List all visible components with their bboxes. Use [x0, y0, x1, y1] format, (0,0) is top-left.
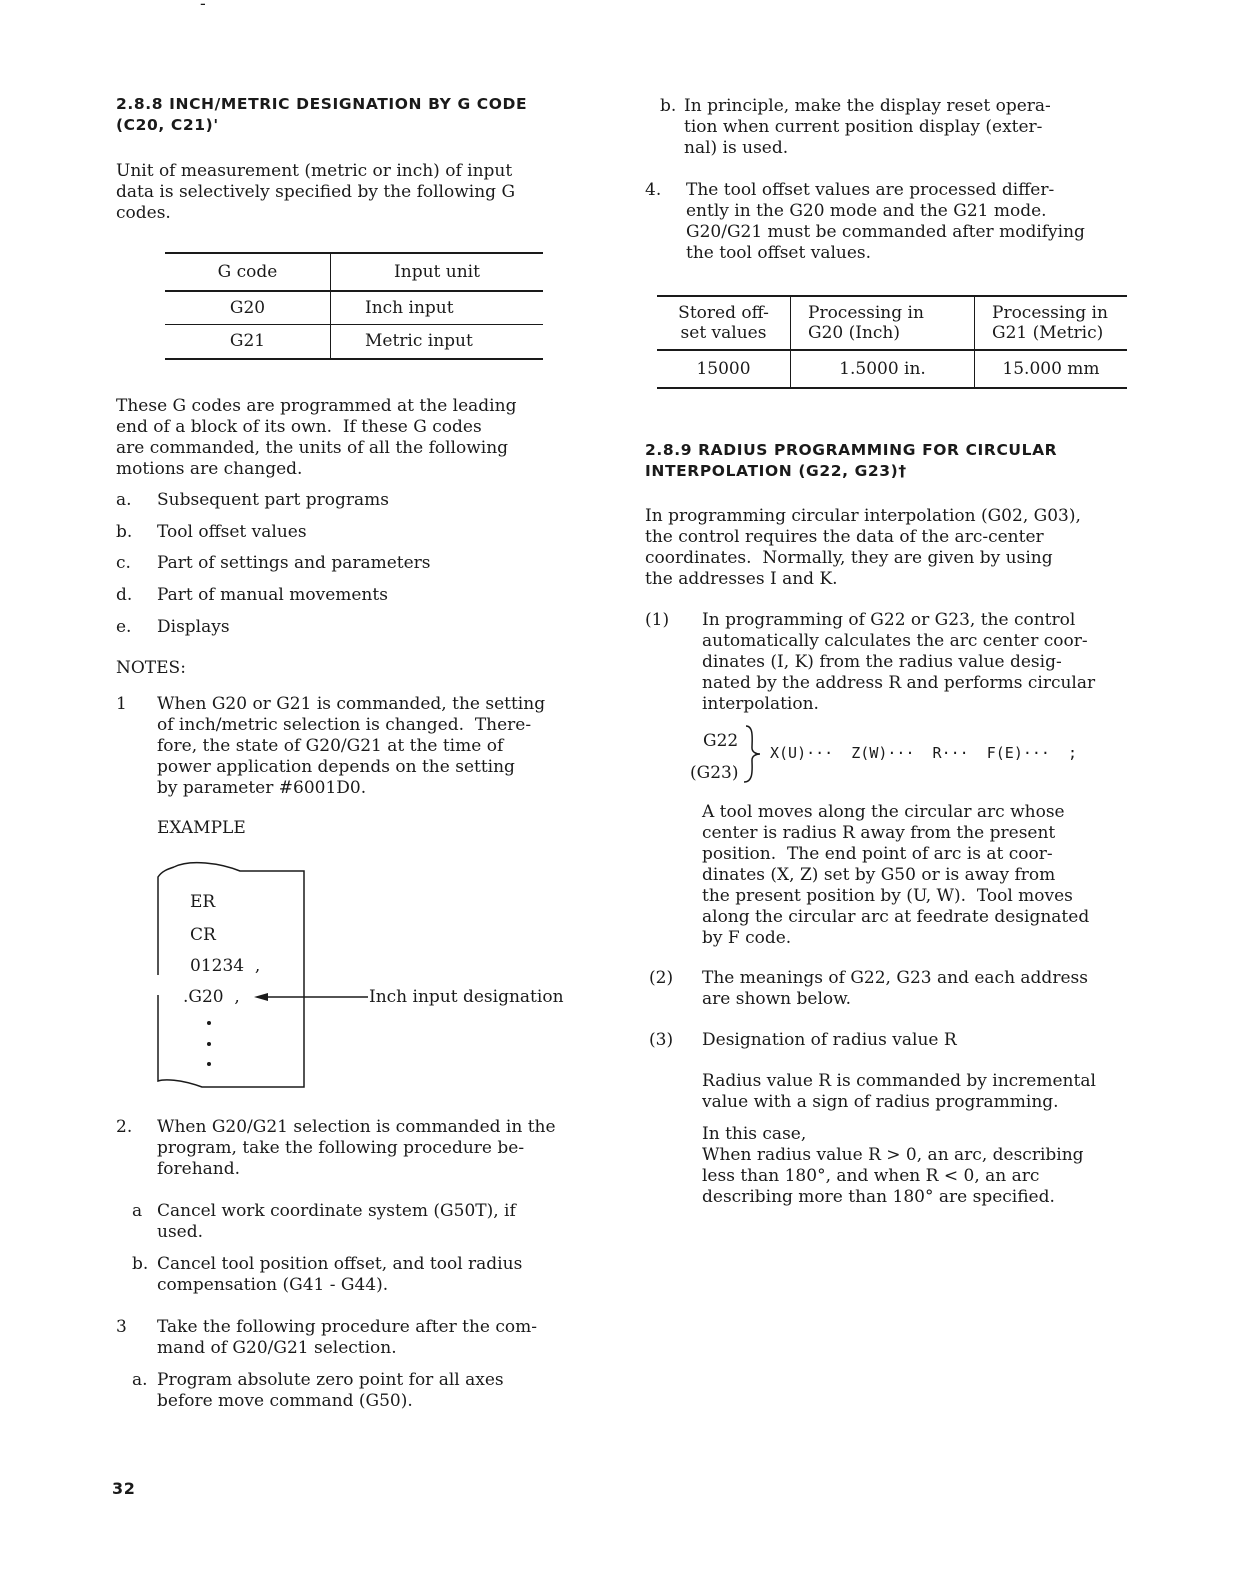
table-header-cell: G code [165, 253, 331, 291]
text-line: Cancel tool position offset, and tool radius [157, 1254, 523, 1274]
item-label: b. [660, 96, 677, 116]
note-label: 1 [116, 694, 127, 714]
heading-line: INTERPOLATION (G22, G23)† [645, 462, 907, 480]
text-line: of inch/metric selection is changed. There- [157, 715, 532, 735]
text-line: forehand. [157, 1159, 241, 1179]
note-label: 2. [116, 1117, 133, 1137]
page-number: 32 [112, 1479, 136, 1498]
table-row [657, 350, 1127, 388]
text-line: position. The end point of arc is at coor- [702, 844, 1053, 864]
list-label: e. [116, 617, 132, 637]
item-1-description [702, 802, 1089, 949]
text-line: automatically calculates the arc center coor- [702, 631, 1088, 651]
text-line: by parameter #6001D0. [157, 778, 367, 798]
text-line: are commanded, the units of all the following [116, 438, 509, 458]
header-mark: - [200, 0, 206, 14]
text-line: the tool offset values. [686, 243, 872, 263]
table-row [165, 291, 543, 324]
item-label: (1) [645, 610, 670, 630]
text-line: nated by the address R and performs circular [702, 673, 1096, 693]
note-2b [132, 1254, 602, 1298]
text-line: end of a block of its own. If these G codes [116, 417, 482, 437]
formula-g23: (G23) [690, 763, 739, 783]
header-line: Processing in [992, 303, 1108, 323]
gcode-table [165, 252, 543, 360]
notes-label: NOTES: [116, 658, 186, 678]
header-line: Stored off- [678, 303, 769, 323]
formula-addresses: X(U)··· Z(W)··· R··· F(E)··· ; [770, 744, 1078, 762]
table-header-cell [975, 296, 1128, 350]
text-line: The tool offset values are processed differ- [686, 180, 1055, 200]
text-line: Cancel work coordinate system (G50T), if [157, 1201, 516, 1221]
paragraph-gcodes-usage [116, 396, 516, 480]
example-label: EXAMPLE [157, 818, 246, 838]
list-text: Part of manual movements [157, 585, 388, 605]
text-line: G20/G21 must be commanded after modifying [686, 222, 1085, 242]
item-1 [645, 610, 1205, 720]
text-line: Designation of radius value R [702, 1030, 957, 1050]
text-line: interpolation. [702, 694, 819, 714]
formula-g22: G22 [703, 731, 739, 751]
list-item [116, 553, 596, 574]
offset-table-wrap [657, 295, 1127, 389]
table-cell: 15000 [657, 350, 791, 388]
text-line: before move command (G50). [157, 1391, 413, 1411]
text-line: When radius value R > 0, an arc, describing [702, 1145, 1084, 1165]
text-line: Unit of measurement (metric or inch) of input [116, 161, 513, 181]
note-2 [116, 1117, 606, 1183]
text-line: along the circular arc at feedrate designated [702, 907, 1090, 927]
ellipsis-dot [207, 1042, 211, 1046]
text-line: The meanings of G22, G23 and each address [702, 968, 1088, 988]
text-line: In programming of G22 or G23, the control [702, 610, 1076, 630]
list-item [116, 522, 596, 543]
list-text: Tool offset values [157, 522, 307, 542]
table-row [165, 324, 543, 359]
item-b [660, 96, 1180, 162]
list-item [116, 585, 596, 606]
ellipsis-dot [207, 1062, 211, 1066]
section-heading-2-8-9 [645, 440, 1205, 482]
item-3-case [702, 1124, 1084, 1208]
text-line: Take the following procedure after the com- [157, 1317, 537, 1337]
tape-line: 01234 , [190, 956, 261, 976]
header-line: Processing in [808, 303, 924, 323]
table-header-row [657, 296, 1127, 350]
text-line: In programming circular interpolation (G02, G03), [645, 506, 1081, 526]
section-heading-2-8-8 [116, 94, 616, 136]
intro-paragraph [116, 161, 515, 224]
table-cell: 15.000 mm [1002, 359, 1100, 379]
offset-table [657, 295, 1127, 389]
text-line: In this case, [702, 1124, 807, 1144]
heading-line: (C20, C21)' [116, 116, 219, 134]
list-item [116, 617, 596, 638]
text-line: dinates (I, K) from the radius value desig- [702, 652, 1062, 672]
text-line: coordinates. Normally, they are given by using [645, 548, 1053, 568]
table-cell: 1.5000 in. [791, 350, 975, 388]
item-label: (3) [649, 1030, 674, 1050]
tape-line: .G20 , [183, 987, 240, 1007]
gcode-table-wrap [165, 252, 543, 360]
table-cell: Metric input [365, 331, 473, 352]
heading-line: 2.8.8 INCH/METRIC DESIGNATION BY G CODE [116, 95, 528, 113]
text-line: center is radius R away from the present [702, 823, 1056, 843]
item-label: 4. [645, 180, 662, 200]
note-label: a [132, 1201, 143, 1221]
ellipsis-dot [207, 1021, 211, 1025]
note-3a [132, 1370, 602, 1414]
list-label: b. [116, 522, 133, 542]
list-label: d. [116, 585, 133, 605]
text-line: data is selectively specified by the following G [116, 182, 516, 202]
text-line: are shown below. [702, 989, 852, 1009]
text-line: A tool moves along the circular arc whose [702, 802, 1065, 822]
text-line: describing more than 180° are specified. [702, 1187, 1055, 1207]
text-line: Radius value R is commanded by incremental [702, 1071, 1096, 1091]
header-line: G21 (Metric) [992, 323, 1104, 343]
header-line: G20 (Inch) [808, 323, 901, 343]
note-label: 3 [116, 1317, 127, 1337]
text-line: When G20/G21 selection is commanded in the [157, 1117, 556, 1137]
tape-annotation: Inch input designation [369, 987, 564, 1007]
text-line: fore, the state of G20/G21 at the time of [157, 736, 504, 756]
list-text: Displays [157, 617, 230, 637]
table-cell: G20 [165, 291, 331, 324]
text-line: the present position by (U, W). Tool moves [702, 886, 1073, 906]
text-line: used. [157, 1222, 204, 1242]
text-line: compensation (G41 - G44). [157, 1275, 389, 1295]
list-label: a. [116, 490, 132, 510]
tape-line: ER [190, 892, 216, 912]
table-cell: G21 [165, 324, 331, 359]
text-line: ently in the G20 mode and the G21 mode. [686, 201, 1047, 221]
text-line: nal) is used. [684, 138, 789, 158]
text-line: In principle, make the display reset opera- [684, 96, 1051, 116]
list-text: Part of settings and parameters [157, 553, 431, 573]
note-1 [116, 694, 606, 804]
text-line: less than 180°, and when R < 0, an arc [702, 1166, 1040, 1186]
note-2a [132, 1201, 602, 1245]
text-line: These G codes are programmed at the leading [116, 396, 517, 416]
list-label: c. [116, 553, 131, 573]
table-header-cell: Input unit [394, 262, 480, 282]
text-line: mand of G20/G21 selection. [157, 1338, 397, 1358]
intro-paragraph-2-8-9 [645, 506, 1081, 590]
heading-line: 2.8.9 RADIUS PROGRAMMING FOR CIRCULAR [645, 441, 1058, 459]
header-line: set values [680, 323, 767, 343]
note-3 [116, 1317, 606, 1361]
curly-brace-icon [742, 722, 766, 786]
item-2 [649, 968, 1209, 1012]
tape-line: CR [190, 925, 216, 945]
note-label: a. [132, 1370, 148, 1390]
text-line: power application depends on the setting [157, 757, 515, 777]
text-line: tion when current position display (exter- [684, 117, 1043, 137]
text-line: dinates (X, Z) set by G50 or is away from [702, 865, 1056, 885]
arrow-icon [252, 990, 372, 1004]
table-header-cell [657, 296, 791, 350]
text-line: When G20 or G21 is commanded, the setting [157, 694, 546, 714]
item-4 [645, 180, 1175, 268]
item-3-description [702, 1071, 1096, 1113]
text-line: the addresses I and K. [645, 569, 838, 589]
table-header-row [165, 253, 543, 291]
note-label: b. [132, 1254, 149, 1274]
text-line: the control requires the data of the arc-center [645, 527, 1044, 547]
text-line: Program absolute zero point for all axes [157, 1370, 504, 1390]
text-line: motions are changed. [116, 459, 303, 479]
text-line: codes. [116, 203, 171, 223]
list-text: Subsequent part programs [157, 490, 389, 510]
text-line: by F code. [702, 928, 792, 948]
text-line: value with a sign of radius programming. [702, 1092, 1059, 1112]
table-cell: Inch input [365, 297, 454, 318]
item-label: (2) [649, 968, 674, 988]
list-item [116, 490, 596, 511]
item-3 [649, 1030, 1209, 1052]
table-header-cell [791, 296, 975, 350]
text-line: program, take the following procedure be- [157, 1138, 525, 1158]
